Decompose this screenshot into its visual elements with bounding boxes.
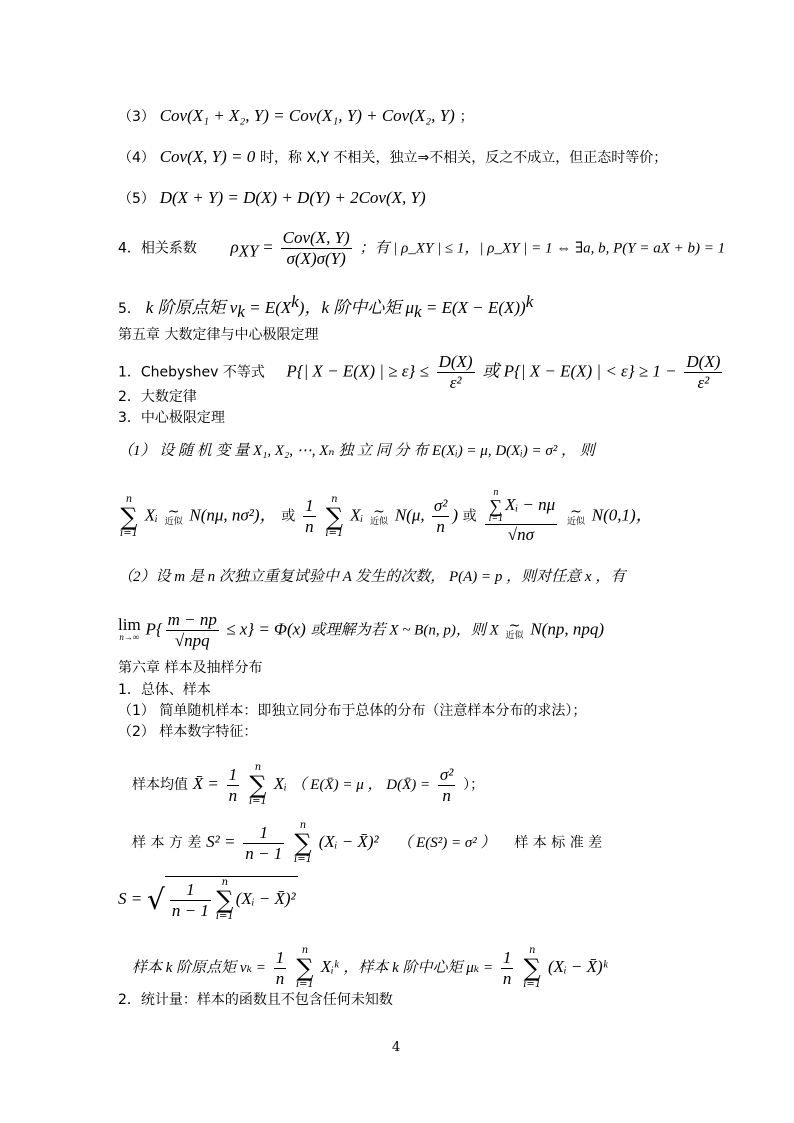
lim-text: lim bbox=[118, 614, 141, 634]
text: 时，称 X,Y 不相关，独立⇒不相关，反之不成立，但正态时等价； bbox=[260, 150, 668, 166]
statistic-definition: 2．统计量：样本的函数且不包含任何未知数 bbox=[118, 992, 393, 1008]
clt-part-2 bbox=[118, 566, 625, 587]
formula: D(X + Y) = D(X) + D(Y) + 2Cov(X, Y) bbox=[159, 188, 426, 207]
sigma: ∑ bbox=[296, 954, 314, 982]
sum-lower: i=1 bbox=[325, 527, 344, 539]
sum-lower: i=1 bbox=[215, 911, 234, 922]
or-text: 或 bbox=[462, 508, 477, 525]
denominator: √npq bbox=[174, 631, 210, 650]
sqrt-content bbox=[165, 876, 298, 923]
denominator: ε² bbox=[449, 373, 462, 392]
sum-symbol bbox=[325, 494, 343, 540]
numerator: Xᵢ − nμ bbox=[505, 494, 556, 514]
item-label: 1．Chebyshev 不等式 bbox=[118, 364, 265, 381]
numerator: σ² bbox=[439, 764, 454, 784]
label: 样本 k 阶原点矩 νₖ = bbox=[132, 960, 266, 976]
sum-symbol bbox=[523, 945, 541, 991]
formula: P{| X − E(X) | ≥ ε} ≤ bbox=[286, 361, 429, 381]
numerator: 1 bbox=[243, 823, 284, 844]
sum-upper: n bbox=[331, 493, 338, 505]
superscript: k bbox=[525, 292, 534, 311]
result: N(μ, bbox=[394, 505, 429, 525]
numerator: Cov(X, Y) bbox=[282, 228, 350, 247]
sigma: ∑ bbox=[249, 771, 267, 799]
or-text: 或 bbox=[281, 508, 296, 525]
sum-upper: n bbox=[125, 493, 133, 505]
rho-subscript: XY bbox=[238, 241, 259, 261]
item-number: （4） bbox=[118, 150, 155, 166]
rho-symbol: ρ bbox=[230, 237, 239, 257]
term: Xᵢ bbox=[144, 505, 158, 525]
result: N(nμ, nσ²)， bbox=[189, 505, 277, 525]
text: 或理解为若 X ~ B(n, p)，则 X bbox=[310, 622, 499, 639]
text: k 阶原点矩 ν bbox=[145, 298, 238, 317]
denominator: n − 1 bbox=[171, 900, 209, 920]
approx-label: 近似 bbox=[505, 630, 524, 641]
formula: P{ bbox=[145, 619, 163, 639]
formula: Cov(X, Y) = 0 bbox=[159, 147, 256, 166]
sigma: ∑ bbox=[325, 502, 343, 531]
cov-property-5 bbox=[118, 188, 426, 209]
label: ，样本 k 阶中心矩 μₖ = bbox=[343, 960, 494, 976]
sample-mean: 样本均值 X̄ = $\frac{1}{n}$ n ∑ i=1 Xᵢ （ E(X̄) = μ ， D(X̄) = $\frac{\text{σ²}}{n}$ ）； bbox=[132, 762, 485, 807]
item-number: （5） bbox=[118, 191, 155, 207]
text: （1） 设 随 机 变 量 X₁, X₂, ⋯, Xₙ 独 立 同 分 布 E(Xᵢ) = μ, D(Xᵢ) = σ² ， 则 bbox=[118, 443, 595, 459]
term: Xᵢ bbox=[350, 505, 364, 525]
cov-property-3 bbox=[118, 106, 474, 127]
formula: N(np, npq) bbox=[530, 619, 604, 639]
sample-moments bbox=[132, 945, 607, 991]
numerical-features: （2） 样本数字特征： bbox=[118, 724, 258, 740]
sigma: ∑ bbox=[216, 886, 234, 914]
approx-label: 近似 bbox=[566, 516, 585, 527]
numerator: σ² bbox=[433, 496, 448, 515]
correlation-coefficient: 4．相关系数 $\rho_{XY}$ = $\frac{\text{Cov(X, Y)}}{\sigma(X)\sigma(Y)}$ ；有 | ρ_XY | ≤ 1，| ρ_XY | = 1 ⇔ ∃a, b, P(Y = aX + b) = 1 bbox=[118, 228, 726, 268]
moments bbox=[118, 292, 533, 322]
limit bbox=[118, 614, 141, 643]
formula: X̄ = bbox=[192, 774, 219, 793]
sum-upper: n bbox=[254, 762, 262, 773]
numerator: D(X) bbox=[438, 352, 473, 371]
sum-upper: n bbox=[221, 877, 229, 888]
denominator: n bbox=[442, 785, 451, 805]
correlation-fraction bbox=[281, 228, 352, 269]
item-label: 4．相关系数 bbox=[118, 240, 197, 257]
sum-symbol bbox=[249, 762, 267, 808]
formula: 或 P{| X − E(X) | < ε} ≥ 1 − bbox=[482, 361, 677, 381]
lim-subscript: n→∞ bbox=[119, 631, 140, 642]
chapter-6-title: 第六章 样本及抽样分布 bbox=[118, 660, 263, 676]
numerator: 1 bbox=[305, 496, 314, 515]
fraction: $\frac{1}{n}$ bbox=[228, 764, 238, 805]
fraction: $\frac{1}{n}$ bbox=[275, 947, 285, 988]
sum-lower: i=1 bbox=[295, 979, 314, 990]
denominator: n − 1 bbox=[245, 843, 283, 863]
sigma: ∑ bbox=[489, 496, 503, 516]
sum-symbol bbox=[216, 877, 234, 923]
clt-part-1 bbox=[118, 440, 595, 461]
fraction bbox=[303, 496, 316, 537]
sigma: ∑ bbox=[120, 502, 138, 531]
sum-upper: n bbox=[299, 820, 307, 831]
formula: Cov(X₁ + X₂, Y) = Cov(X₁, Y) + Cov(X₂, Y) bbox=[159, 106, 455, 125]
page-number: 4 bbox=[392, 1040, 401, 1055]
law-of-large-numbers: 2．大数定律 bbox=[118, 389, 197, 405]
sum-symbol bbox=[489, 488, 504, 524]
text: = E(X bbox=[244, 298, 292, 317]
sigma: ∑ bbox=[294, 829, 312, 857]
correlation-properties: ；有 | ρ_XY | ≤ 1，| ρ_XY | = 1 ⇔ ∃a, b, P(Y = aX + b) = 1 bbox=[359, 240, 726, 257]
chebyshev-inequality bbox=[118, 352, 725, 393]
sum-symbol bbox=[294, 820, 312, 866]
subscript: k bbox=[237, 302, 245, 321]
fraction bbox=[166, 610, 219, 651]
superscript: k bbox=[291, 292, 299, 311]
sum-lower: i=1 bbox=[120, 527, 138, 539]
approx-symbol: ~ 近似 bbox=[370, 503, 389, 527]
formula: (Xᵢ − X̄)² bbox=[318, 832, 379, 851]
fraction bbox=[684, 352, 722, 393]
approx-symbol: ~ 近似 bbox=[566, 503, 585, 527]
sum-lower: i=1 bbox=[523, 979, 542, 990]
formula: Xᵢᵏ bbox=[320, 957, 339, 976]
numerator: m − np bbox=[167, 610, 217, 629]
text: = E(X − E(X)) bbox=[421, 298, 526, 317]
chapter-5-title: 第五章 大数定律与中心极限定理 bbox=[118, 327, 319, 343]
denominator: n bbox=[305, 517, 314, 536]
numerator: 1 bbox=[170, 880, 211, 901]
formula: (Xᵢ − X̄)ᵏ bbox=[547, 957, 608, 976]
fraction bbox=[432, 496, 449, 537]
sample-variance bbox=[132, 820, 602, 866]
formula: S = bbox=[118, 889, 143, 908]
punctuation: ； bbox=[459, 109, 474, 125]
sum-upper: n bbox=[528, 945, 536, 956]
sum-upper: n bbox=[493, 487, 499, 498]
approx-symbol: ~ 近似 bbox=[505, 617, 524, 641]
denominator: √nσ bbox=[507, 525, 534, 544]
formula: （ E(S²) = σ² ） bbox=[397, 835, 496, 851]
approx-symbol: ~ 近似 bbox=[164, 503, 183, 527]
formula: ≤ x} = Φ(x) bbox=[221, 619, 306, 639]
fraction bbox=[438, 765, 455, 806]
simple-random-sample: （1） 简单随机样本：即独立同分布于总体的分布（注意样本分布的求法）； bbox=[118, 703, 587, 719]
de-moivre-laplace bbox=[118, 610, 604, 651]
sum-lower: i=1 bbox=[294, 854, 312, 865]
sum-symbol bbox=[296, 945, 314, 991]
item-number: （3） bbox=[118, 109, 155, 125]
item-label: 5． bbox=[118, 301, 141, 317]
label: 样本均值 bbox=[132, 777, 188, 793]
sum-upper: n bbox=[301, 945, 309, 956]
fraction bbox=[243, 823, 284, 864]
fraction bbox=[437, 352, 475, 393]
sample-std: S = √ $\frac{1}{n - 1}$ n ∑ i=1 (Xᵢ − X̄)² bbox=[118, 877, 296, 922]
label: 样 本 方 差 bbox=[132, 835, 202, 851]
fraction: $\frac{1}{n}$ bbox=[502, 947, 512, 988]
punctuation: ）； bbox=[463, 777, 485, 793]
fraction bbox=[170, 880, 211, 921]
sum-lower: i=1 bbox=[488, 513, 504, 524]
population-sample: 1．总体、样本 bbox=[118, 682, 211, 698]
formula: S² = bbox=[206, 832, 236, 851]
text: （2）设 m 是 n 次独立重复试验中 A 发生的次数， P(A) = p ，则对任意 x ，有 bbox=[118, 569, 626, 585]
sigma: ∑ bbox=[523, 954, 541, 982]
result: N(0,1)， bbox=[591, 505, 653, 525]
standardized-fraction bbox=[485, 488, 558, 545]
denominator: n bbox=[436, 517, 445, 536]
subscript: k bbox=[414, 302, 422, 321]
formula: (Xᵢ − X̄)² bbox=[235, 889, 296, 908]
numerator: D(X) bbox=[686, 352, 721, 371]
sum-symbol bbox=[120, 494, 138, 540]
clt-results: n ∑ i=1 Xᵢ ~ 近似 N(nμ, nσ²)， 或 $\frac{1}{n}$ n ∑ i=1 Xᵢ ~ 近似 N(μ, $\frac{\text{σ²}}{n}$ ) 或 n ∑ i=1 Xᵢ − nμ √nσ ~ 近似 N(0,1)， bbox=[120, 487, 653, 544]
cov-property-4 bbox=[118, 147, 667, 168]
central-limit-theorem: 3．中心极限定理 bbox=[118, 410, 225, 426]
sum-lower: i=1 bbox=[248, 796, 267, 807]
approx-label: 近似 bbox=[164, 516, 183, 527]
formula: （ E(X̄) = μ ， D(X̄) = bbox=[291, 777, 431, 793]
denominator: σ(X)σ(Y) bbox=[286, 249, 346, 268]
approx-label: 近似 bbox=[370, 516, 389, 527]
denominator: ε² bbox=[697, 373, 710, 392]
text: )，k 阶中心矩 μ bbox=[298, 298, 415, 317]
label: 样 本 标 准 差 bbox=[514, 835, 603, 851]
